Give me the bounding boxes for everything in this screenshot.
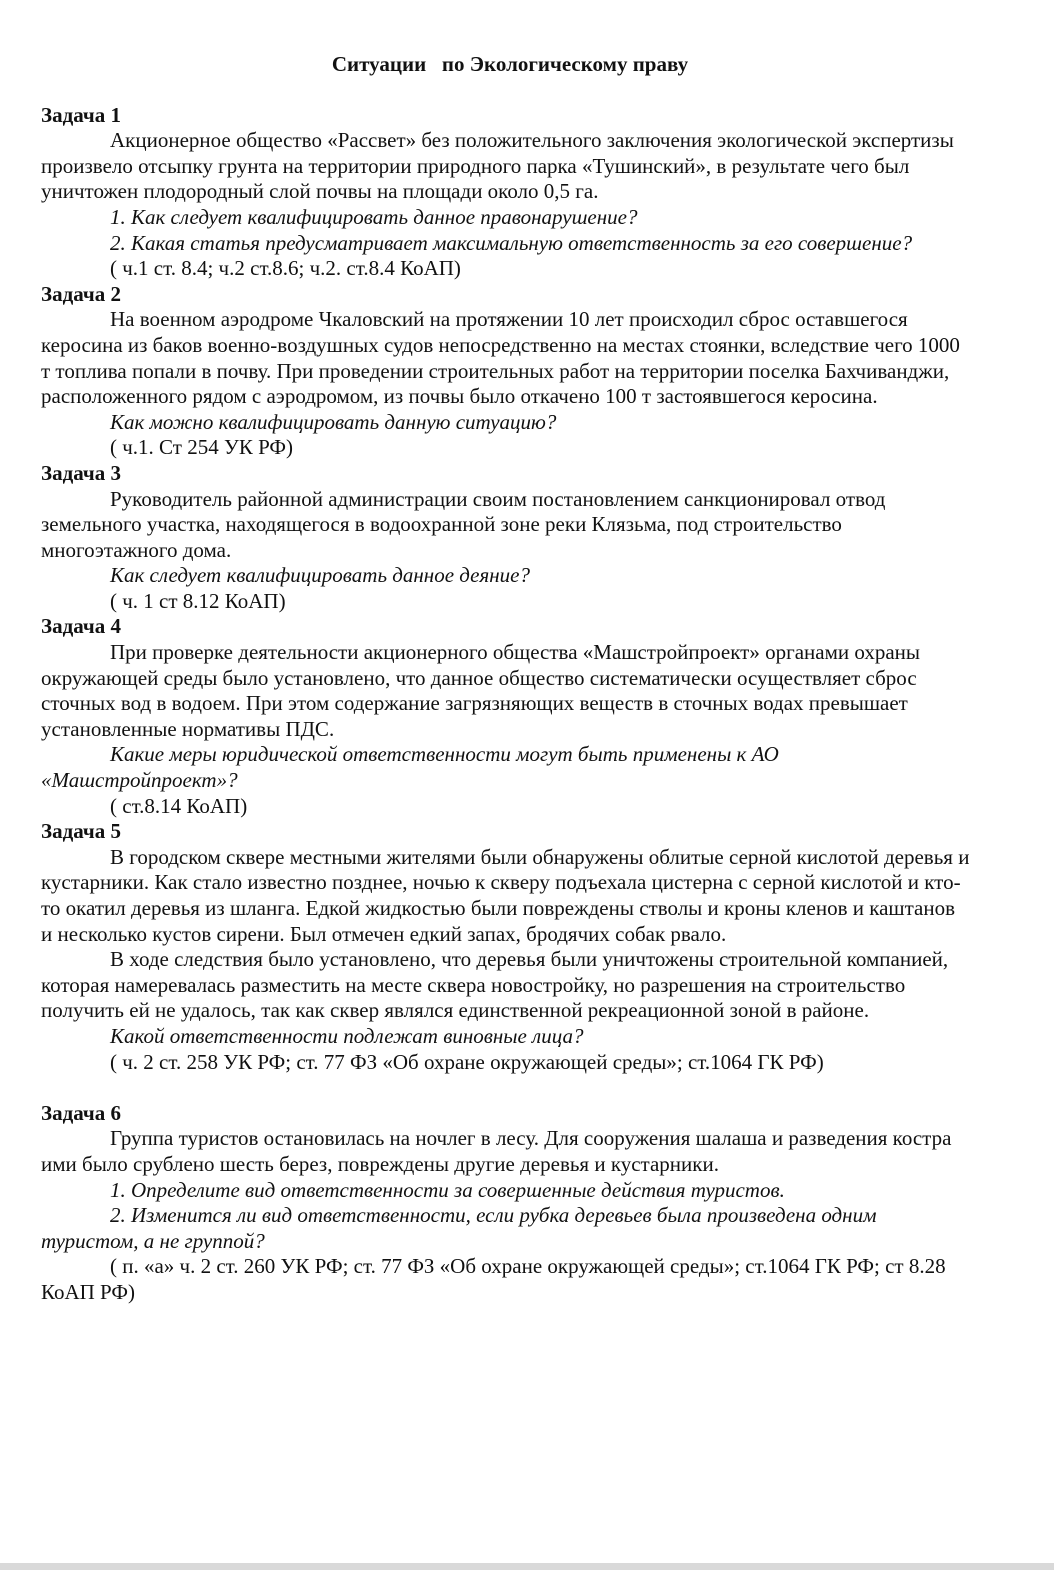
task-1 [41,103,971,282]
task-3 [41,461,971,615]
page-bottom-edge [0,1563,1054,1570]
task-question: 1. Определите вид ответственности за совершенные действия туристов. [110,1177,785,1202]
document-page [41,52,971,1306]
task-heading: Задача 6 [41,1100,121,1125]
task-question: 2. Какая статья предусматривает максимальную ответственность за его совершение? [110,230,913,255]
task-description: Группа туристов остановилась на ночлег в лесу. Для сооружения шалаша и разведения костра ими было срублено шесть берез, повреждены другие деревья и кустарники. [41,1126,952,1176]
task-5 [41,819,971,1075]
document-title: Ситуации по Экологическому праву [331,52,689,76]
task-description: Руководитель районной администрации своим постановлением санкционировал отвод земельного участка, находящегося в водоохранной зоне реки Клязьма, под строительство многоэтажного дома. [41,486,886,562]
task-description: В ходе следствия было установлено, что деревья были уничтожены строительной компанией, которая намеревалась разместить на месте сквера новостройку, но разрешения на строительство получить ей не удалось, так как сквер являлся единственной рекреационной зоной в районе. [41,947,949,1023]
task-answer: ( ч.1 ст. 8.4; ч.2 ст.8.6; ч.2. ст.8.4 КоАП) [110,256,461,281]
task-question: Какие меры юридической ответственности могут быть применены к АО «Машстройпроект»? [41,742,779,793]
task-answer: ( ст.8.14 КоАП) [110,793,248,818]
task-6 [41,1101,971,1306]
task-heading: Задача 4 [41,614,121,639]
task-answer: ( п. «а» ч. 2 ст. 260 УК РФ; ст. 77 ФЗ «Об охране окружающей среды»; ст.1064 ГК РФ; ст 8.28 КоАП РФ) [41,1254,946,1304]
task-question: 1. Как следует квалифицировать данное правонарушение? [110,204,638,229]
task-4 [41,614,971,819]
task-answer: ( ч. 1 ст 8.12 КоАП) [110,588,286,613]
task-heading: Задача 1 [41,102,121,127]
task-heading: Задача 2 [41,281,121,306]
task-answer: ( ч. 2 ст. 258 УК РФ; ст. 77 ФЗ «Об охране окружающей среды»; ст.1064 ГК РФ) [110,1049,824,1074]
task-question: Как можно квалифицировать данную ситуацию? [110,409,557,434]
task-description: При проверке деятельности акционерного общества «Машстройпроект» органами охраны окружающей среды было установлено, что данное общество систематически осуществляет сброс сточных вод в водоем. При этом содержание загрязняющих веществ в сточных водах превышает установленные нормативы ПДС. [41,640,921,741]
task-description: На военном аэродроме Чкаловский на протяжении 10 лет происходил сброс оставшегося керосина из баков военно-воздушных судов непосредственно на местах стоянки, вследствие чего 1000 т топлива попали в почву. При проведении строительных работ на территории поселка Бахчиванджи, расположенного рядом с аэродромом, из почвы было откачено 100 т застоявшегося керосина. [41,307,960,409]
task-heading: Задача 5 [41,819,121,844]
task-description: Акционерное общество «Рассвет» без положительного заключения экологической экспертизы произвело отсыпку грунта на территории природного парка «Тушинский», в результате чего был уничтожен плодородный слой почвы на площади около 0,5 га. [41,128,954,204]
task-description: В городском сквере местными жителями были обнаружены облитые серной кислотой деревья и кустарники. Как стало известно позднее, ночью к скверу подъехала цистерна с серной кислотой и кто-то окатил деревья из шланга. Едкой жидкостью были повреждены стволы и кроны кленов и каштанов и несколько кустов сирени. Был отмечен едкий запах, бродячих собак рвало. [41,844,970,946]
task-answer: ( ч.1. Ст 254 УК РФ) [110,435,293,460]
task-heading: Задача 3 [41,460,121,485]
task-2 [41,282,971,461]
spacer [41,1075,971,1101]
task-question: Как следует квалифицировать данное деяние? [110,563,530,588]
task-question: 2. Изменится ли вид ответственности, если рубка деревьев была произведена одним туристом, а не группой? [41,1203,877,1253]
task-question: Какой ответственности подлежат виновные лица? [110,1023,584,1048]
